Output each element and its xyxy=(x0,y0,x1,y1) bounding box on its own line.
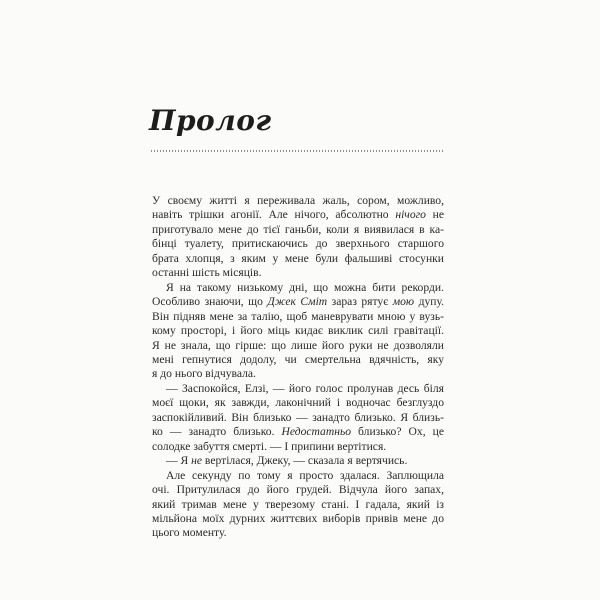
text-line: який тримав мене у тверезому стані. І гадала, який із xyxy=(152,497,444,511)
text-line: заспокійливий. Він близько — занадто близько. Я близь- xyxy=(152,410,444,424)
text-line: брата хлопця, з яким у мене були фальшиві стосунки xyxy=(152,251,444,265)
text-line: бінці туалету, притискаючись до зверхнього старшого xyxy=(152,237,444,251)
text-line: солодке забуття смерті. — І припини вертітися. xyxy=(152,439,387,453)
text-line: очі. Притулилася до його грудей. Відчула його запах, xyxy=(152,483,444,497)
text-line: навіть трішки агонії. Але нічого, абсолютно нічого не xyxy=(152,208,444,222)
text-line: — Я не вертілася, Джеку, — сказала я вертячись. xyxy=(166,454,408,468)
text-line: Я не знала, що гірше: що лише його руки не дозволяли xyxy=(152,338,444,352)
text-line: кому просторі, і його міць кидає виклик силі гравітації. xyxy=(152,324,444,338)
paragraph xyxy=(152,469,444,541)
text-line: Особливо знаючи, що Джек Сміт зараз рятує мою дупу. xyxy=(152,295,444,309)
text-line: останні шість місяців. xyxy=(152,266,262,280)
text-line: Я на такому низькому дні, що можна бити рекорди. xyxy=(166,280,444,294)
dotted-rule xyxy=(151,150,443,152)
text-line: приготувало мене до тієї ганьби, коли я виявилася в ка- xyxy=(152,222,444,236)
text-line: — Заспокойся, Елзі, — його голос пролунав десь біля xyxy=(166,381,444,395)
chapter-heading: Пролог xyxy=(149,104,272,137)
text-line: Але секунду по тому я просто здалася. Заплющила xyxy=(166,468,444,482)
text-line: У своєму житті я переживала жаль, сором, можливо, xyxy=(152,194,444,207)
text-line: моєї щоки, як завжди, лаконічний і водночас безглуздо xyxy=(152,396,444,410)
body-text xyxy=(152,194,444,541)
text-line: цього моменту. xyxy=(152,526,227,540)
paragraph xyxy=(152,454,444,468)
text-line: Він підняв мене за талію, щоб маневрувати мною у вузь- xyxy=(152,309,444,323)
paragraph xyxy=(152,281,444,382)
text-line: мільйона моїх дурних життєвих виборів привів мене до xyxy=(152,511,444,525)
text-line: мені гепнутися додолу, чи смертельна вдячність, яку xyxy=(152,352,444,366)
text-line: ко — занадто близько. Недостатньо близько? Ох, це xyxy=(152,425,444,439)
text-line: я до нього відчувала. xyxy=(152,367,256,381)
paragraph xyxy=(152,382,444,454)
paragraph xyxy=(152,194,444,281)
